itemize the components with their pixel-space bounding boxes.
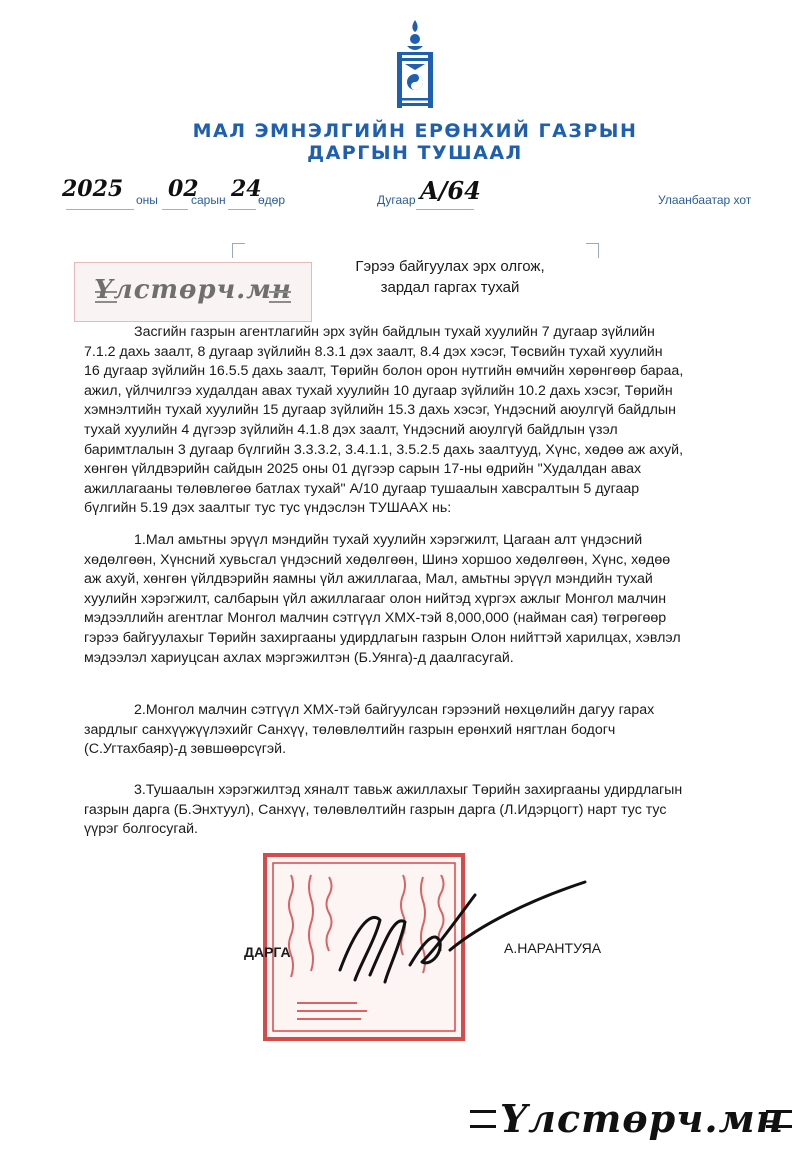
number-handwritten: A/64 [420,176,481,205]
preamble-line: 7.1.2 дахь заалт, 8 дугаар зүйлийн 8.3.1 дэх заалт, 8.4 дэх хэсэг, Төсвийн тухай хуулийн [84,343,663,360]
day-underline [228,209,256,210]
agency-title [0,120,800,164]
number-underline [416,209,474,210]
month-label: сарын [191,193,226,207]
item1-line: хуулийн хэрэгжилт, салбарын үйл ажиллагааг олон нийтэд хүргэх ажлыг Монгол малчин [84,590,667,607]
agency-title-line1: МАЛ ЭМНЭЛГИЙН ЕРӨНХИЙ ГАЗРЫН [192,120,638,142]
item1-line: 1.Мал амьтны эрүүл мэндийн тухай хуулийн хэрэгжилт, Цагаан алт үндэсний [134,532,643,548]
watermark-text: Үлстөрч.мн [94,275,292,305]
watermark-bottom-text: Үлстөрч.мн [500,1096,785,1141]
preamble-line: ажил, үйлчилгээ худалдан авах тухай хуулийн 10 дугаар зүйлийн 10.2 дахь хэсэг, Төрийн [84,382,673,399]
city-label: Улаанбаатар хот [658,193,752,207]
soyombo-emblem [393,18,437,112]
month-underline [162,209,188,210]
watermark-bottom [470,1096,800,1146]
preamble-line: ажиллагааны төлөвлөгөө батлах тухай" А/10 дугаар тушаалын хавсралтын 5 дугаар [84,480,640,497]
signatory-name: А.НАРАНТУЯА [504,940,602,956]
agency-title-line2: ДАРГЫН ТУШААЛ [307,142,523,164]
item3-line: газрын дарга (Б.Энхтуул), Санхүү, төлөвлөлтийн газрын дарга (Л.Идэрцогт) нарт тус тус [84,801,667,818]
preamble-line: тухай хуулийн 4 дүгээр зүйлийн 4.1.8 дэх заалт, Үндэсний аюулгүй байдлын үзэл [84,421,618,438]
year-label: оны [136,193,158,207]
year-underline [66,209,134,210]
item1-line: хөдөлгөөн, Хүнсний хувьсгал үндэсний хөдөлгөөн, Шинэ хоршоо хөдөлгөөн, Хүнс, хөдөө [84,551,671,568]
preamble-line: хөнгөн үйлдвэрийн сайдын 2025 оны 01 дүгээр сарын 17-ны өдрийн "Худалдан авах [84,461,642,478]
month-handwritten: 02 [168,176,199,202]
watermark-bottom-bars-left [470,1110,496,1128]
item2-line: (С.Угтахбаяр)-д зөвшөөрсүгэй. [84,741,287,758]
order-item-1 [84,531,774,668]
order-item-2 [84,701,774,760]
preamble-paragraph [84,323,774,519]
watermark-bars-right [269,291,291,303]
item3-line: үүрэг болгосугай. [84,821,198,838]
preamble-line: бүлгийн 5.19 дэх заалтыг тус тус үндэслэн ТУШААХ нь: [84,500,452,517]
preamble-line: баримтлалын 3 дугаар бүлгийн 3.3.3.2, 3.4.1.1, 3.5.2.5 дахь заалтууд, Хүнс, хөдөө аж ахуй, [84,441,684,458]
corner-mark-top-left [232,243,245,258]
item2-line: зардлыг санхүүжүүлэхийг Санхүү, төлөвлөлтийн газрын ерөнхий нягтлан бодогч [84,721,616,738]
item2-line: 2.Монгол малчин сэтгүүл ХМХ-тэй байгуулсан гэрээний нөхцөлийн дагуу гарах [134,702,655,718]
item1-line: аж ахуй, хөнгөн үйлдвэрийн яамны үйл ажиллагаа, Мал, амьтны эрүүл мэндийн тухай [84,571,653,588]
signature [300,870,600,990]
item3-line: 3.Тушаалын хэрэгжилтэд хяналт тавьж ажиллахыг Төрийн захиргааны удирдлагын [134,782,683,798]
order-item-3 [84,781,774,840]
preamble-line: 16 дугаар зүйлийн 16.5.5 дахь заалт, Төрийн болон орон нутгийн өмчийн хөрөнгөөр бараа, [84,363,684,380]
watermark-box [74,262,312,322]
year-handwritten: 2025 [62,176,124,202]
item1-line: мэдээлэл хариуцсан ахлах мэргэжилтэн (Б.Уянга)-д даалгасугай. [84,649,514,666]
signatory-title: ДАРГА [244,944,291,960]
preamble-line: Засгийн газрын агентлагийн эрх зүйн байдлын тухай хуулийн 7 дугаар зүйлийн [134,324,655,340]
day-label: өдөр [258,193,286,207]
watermark-bottom-bars-right [766,1110,792,1128]
item1-line: гэрээ байгуулахыг Төрийн захиргааны удирдлагын газрын Олон нийттэй харилцах, хэвлэл [84,629,681,646]
order-subject [300,256,600,298]
document-meta-row [0,176,800,216]
number-label: Дугаар [377,193,416,207]
item1-line: мэдээллийн агентлаг Монгол малчин сэтгүүл ХМХ-тэй 8,000,000 (найман сая) төгрөгөөр [84,610,667,627]
day-handwritten: 24 [231,176,262,202]
preamble-line: хэмнэлтийн тухай хуулийн 15 дугаар зүйлийн 15.3 дахь хэсэг, Үндэсний аюулгүй байдлын [84,402,676,419]
subject-line1: Гэрээ байгуулах эрх олгож, [355,258,545,275]
subject-line2: зардал гаргах тухай [380,279,520,296]
